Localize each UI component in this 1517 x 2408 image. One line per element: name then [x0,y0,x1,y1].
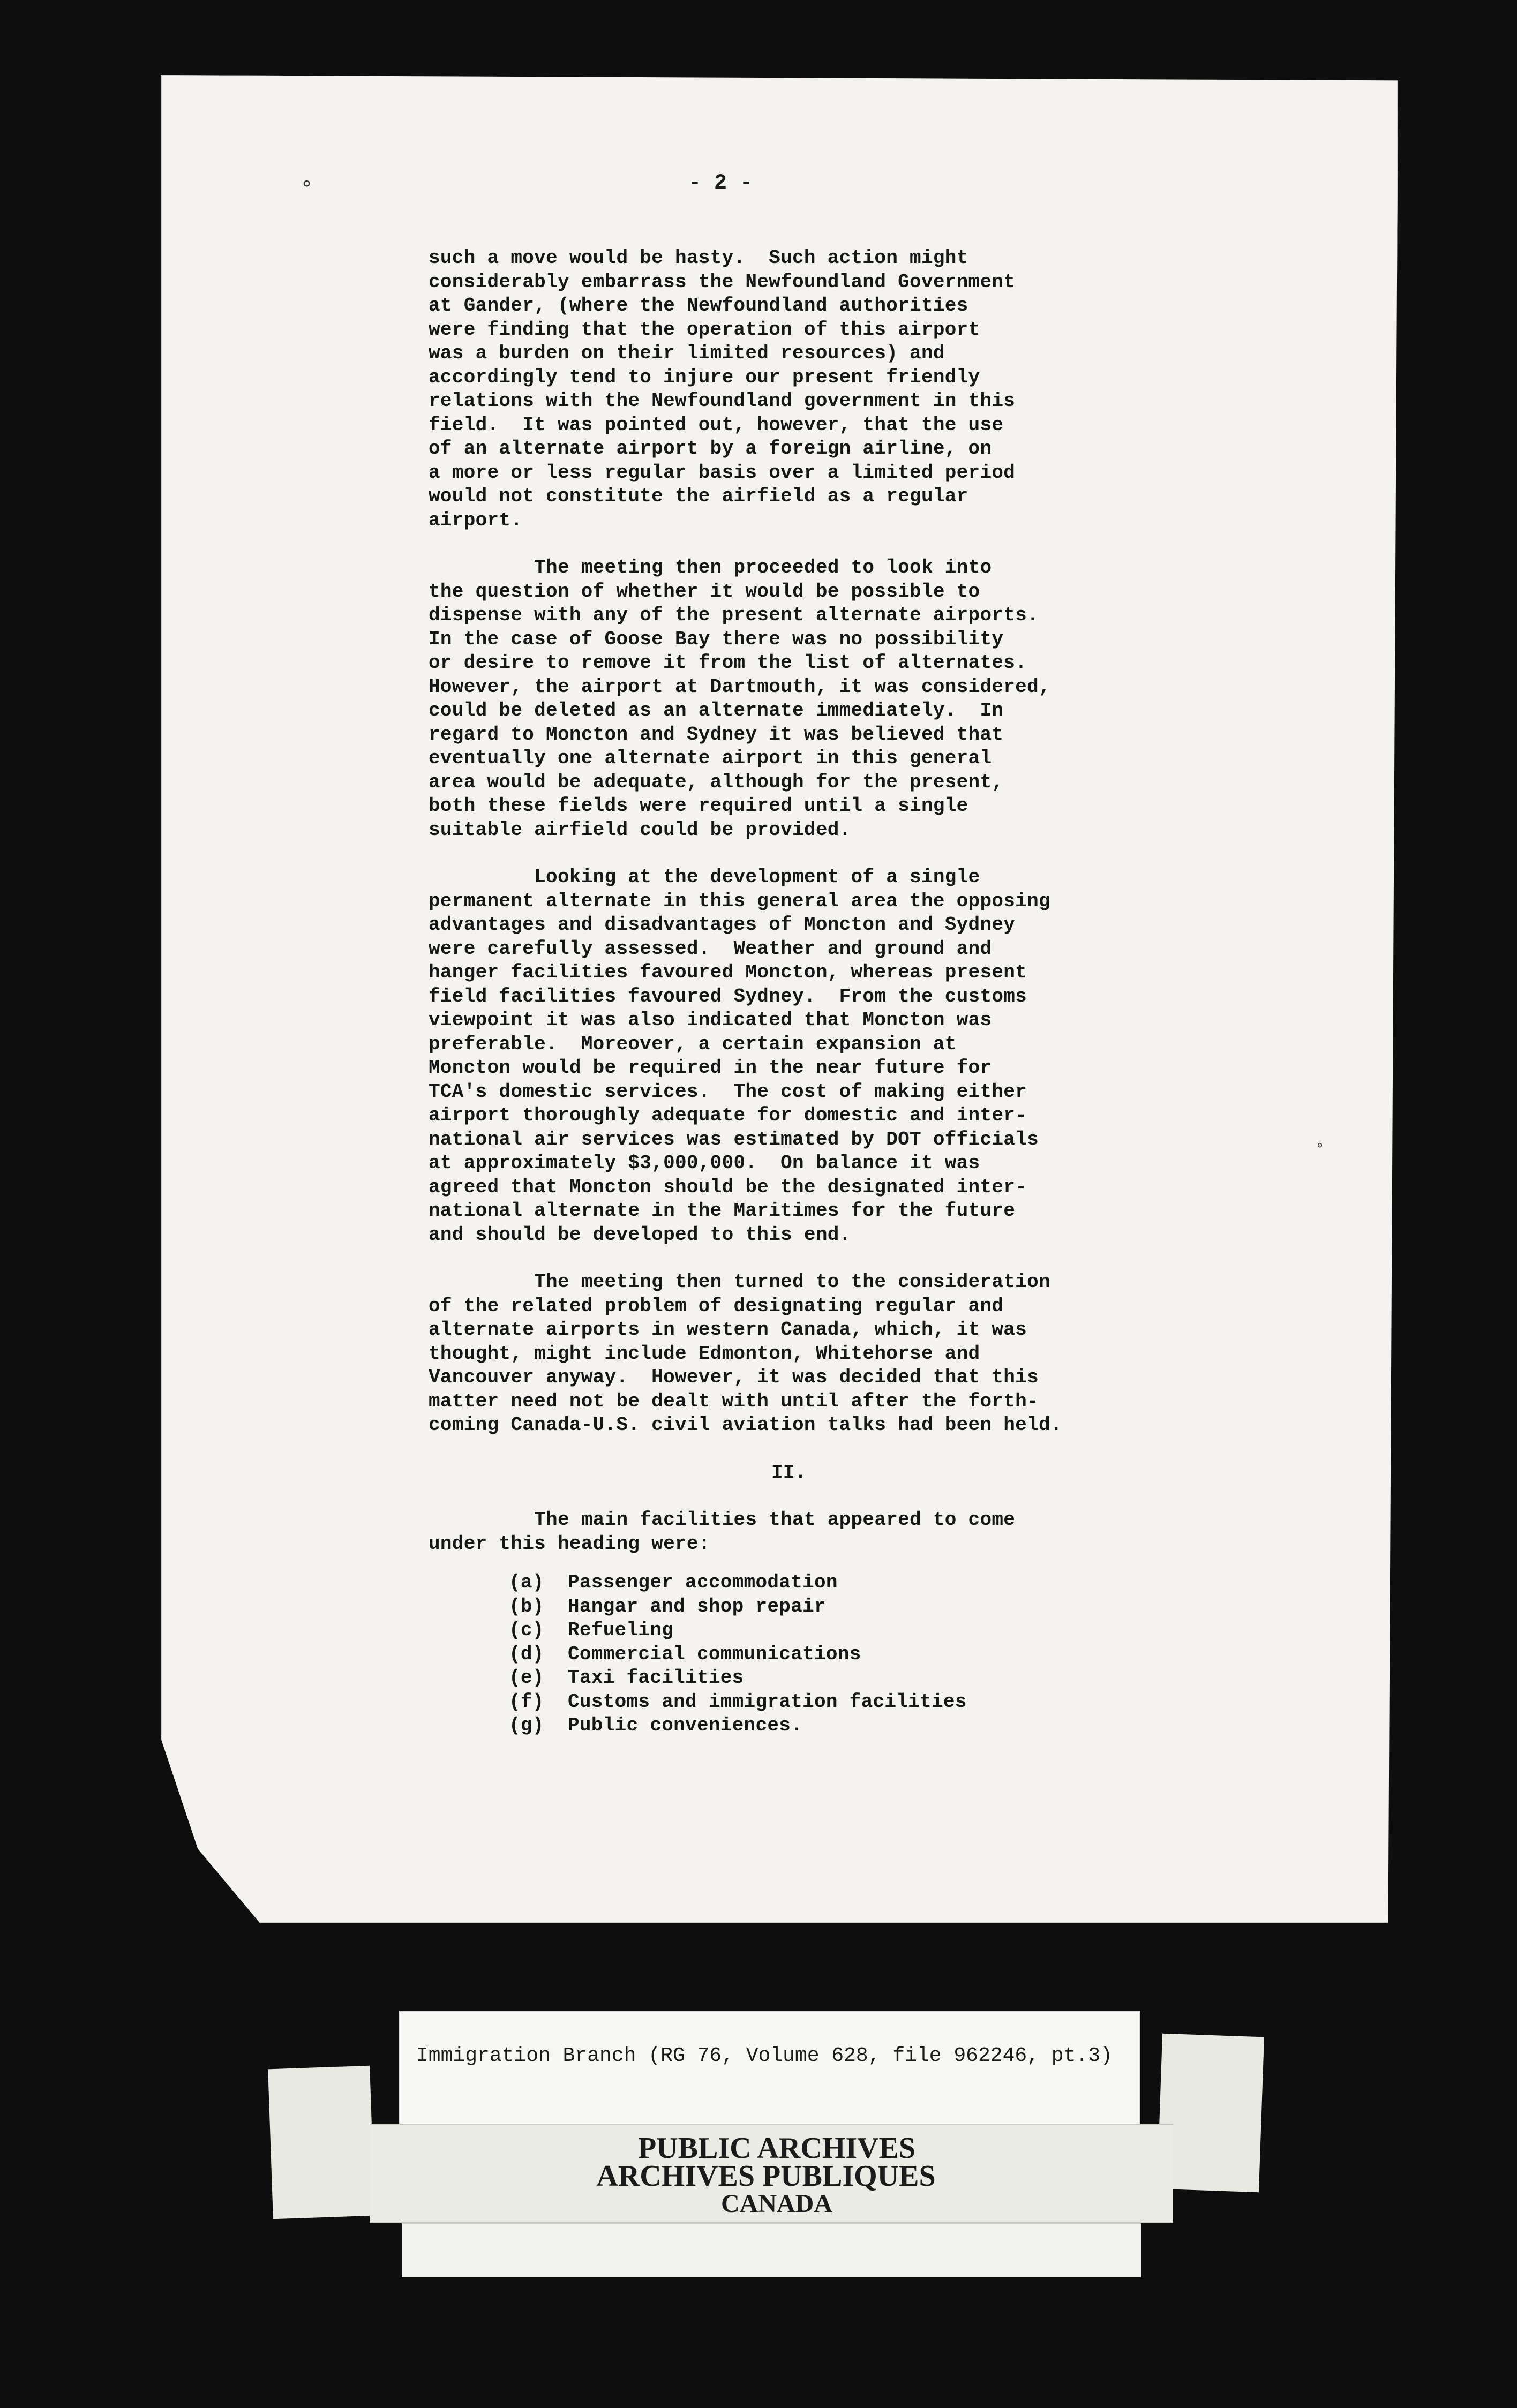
list-item [509,1643,1264,1667]
list-item-text: Public conveniences. [568,1714,803,1736]
list-item [509,1690,1264,1714]
list-marker: (d) [509,1643,544,1665]
list-marker: (f) [509,1690,544,1713]
section-heading: II. [771,1461,807,1484]
list-item-text: Customs and immigration facilities [568,1690,967,1713]
list-marker: (e) [509,1667,544,1689]
list-marker: (a) [509,1571,544,1593]
list-item [509,1619,1264,1643]
list-item [509,1595,1264,1619]
list-item [509,1714,1264,1738]
page-number: - 2 - [688,171,753,195]
list-item-text: Refueling [568,1619,674,1641]
paragraph: such a move would be hasty. Such action might considerably embarrass the Newfoundland Government at Gander, (where the Newfoundland authorities were finding that the operation of this airport was a burden on their limited resources) and accordingly tend to injure our present friendly relations with the Newfoundland government in this field. It was pointed out, however, that the use of an alternate airport by a foreign airline, on a more or less regular basis over a limited period would not constitute the airfield as a regular airport. [429,247,1016,531]
stamp-line: CANADA [721,2189,832,2218]
paragraph: The meeting then proceeded to look into the question of whether it would be possible to dispense with any of the present alternate airports. In the case of Goose Bay there was no possibility or desire to remove it from the list of alternates. However, the airport at Dartmouth, it was considered, could be deleted as an alternate immediately. In regard to Moncton and Sydney it was believed that eventually one alternate airport in this general area would be adequate, although for the present, both these fields were required until a single suitable airfield could be provided. [429,556,1050,841]
list-item-text: Taxi facilities [568,1667,744,1689]
list-marker: (g) [509,1714,544,1736]
paragraph: The meeting then turned to the consideration of the related problem of designating regular and alternate airports in western Canada, which, it was thought, might include Edmonton, Whitehorse and Vancouver anyway. However, it was decided that this matter need not be dealt with until after the forth- coming Canada-U.S. civil aviation talks had been held. [429,1271,1062,1436]
tape-piece [268,2066,375,2219]
stray-mark: ° [1315,1141,1325,1159]
list-item [509,1666,1264,1690]
paragraph: Looking at the development of a single permanent alternate in this general area the opposing advantages and disadvantages of Moncton and Sydney were carefully assessed. Weather and ground and hanger facilities favoured Moncton, whereas present field facilities favoured Sydney. From the customs viewpoint it was also indicated that Moncton was preferable. Moreover, a certain expansion at Moncton would be required in the near future for TCA's domestic services. The cost of making either airport thoroughly adequate for domestic and inter- national air services was estimated by DOT officials at approximately $3,000,000. On balance it was agreed that Moncton should be the designated inter- national alternate in the Maritimes for the future and should be developed to this end. [429,866,1050,1246]
list-item-text: Hangar and shop repair [568,1595,826,1617]
archives-stamp [573,2134,980,2218]
section-intro: The main facilities that appeared to come under this heading were: [429,1509,1016,1555]
document-body [429,246,1264,1738]
label-strip [402,2223,1141,2277]
list-marker: (b) [509,1595,544,1617]
archive-reference-text: Immigration Branch (RG 76, Volume 628, file 962246, pt.3) [416,2044,1113,2067]
list-marker: (c) [509,1619,544,1641]
list-item-text: Commercial communications [568,1643,861,1665]
stray-mark: ° [300,177,314,202]
stamp-line: PUBLIC ARCHIVES [637,2132,916,2165]
list-item-text: Passenger accommodation [568,1571,838,1593]
facilities-list [509,1571,1264,1738]
archive-reference-label [399,2011,1140,2126]
stamp-line: ARCHIVES PUBLIQUES [596,2159,936,2193]
list-item [509,1571,1264,1595]
